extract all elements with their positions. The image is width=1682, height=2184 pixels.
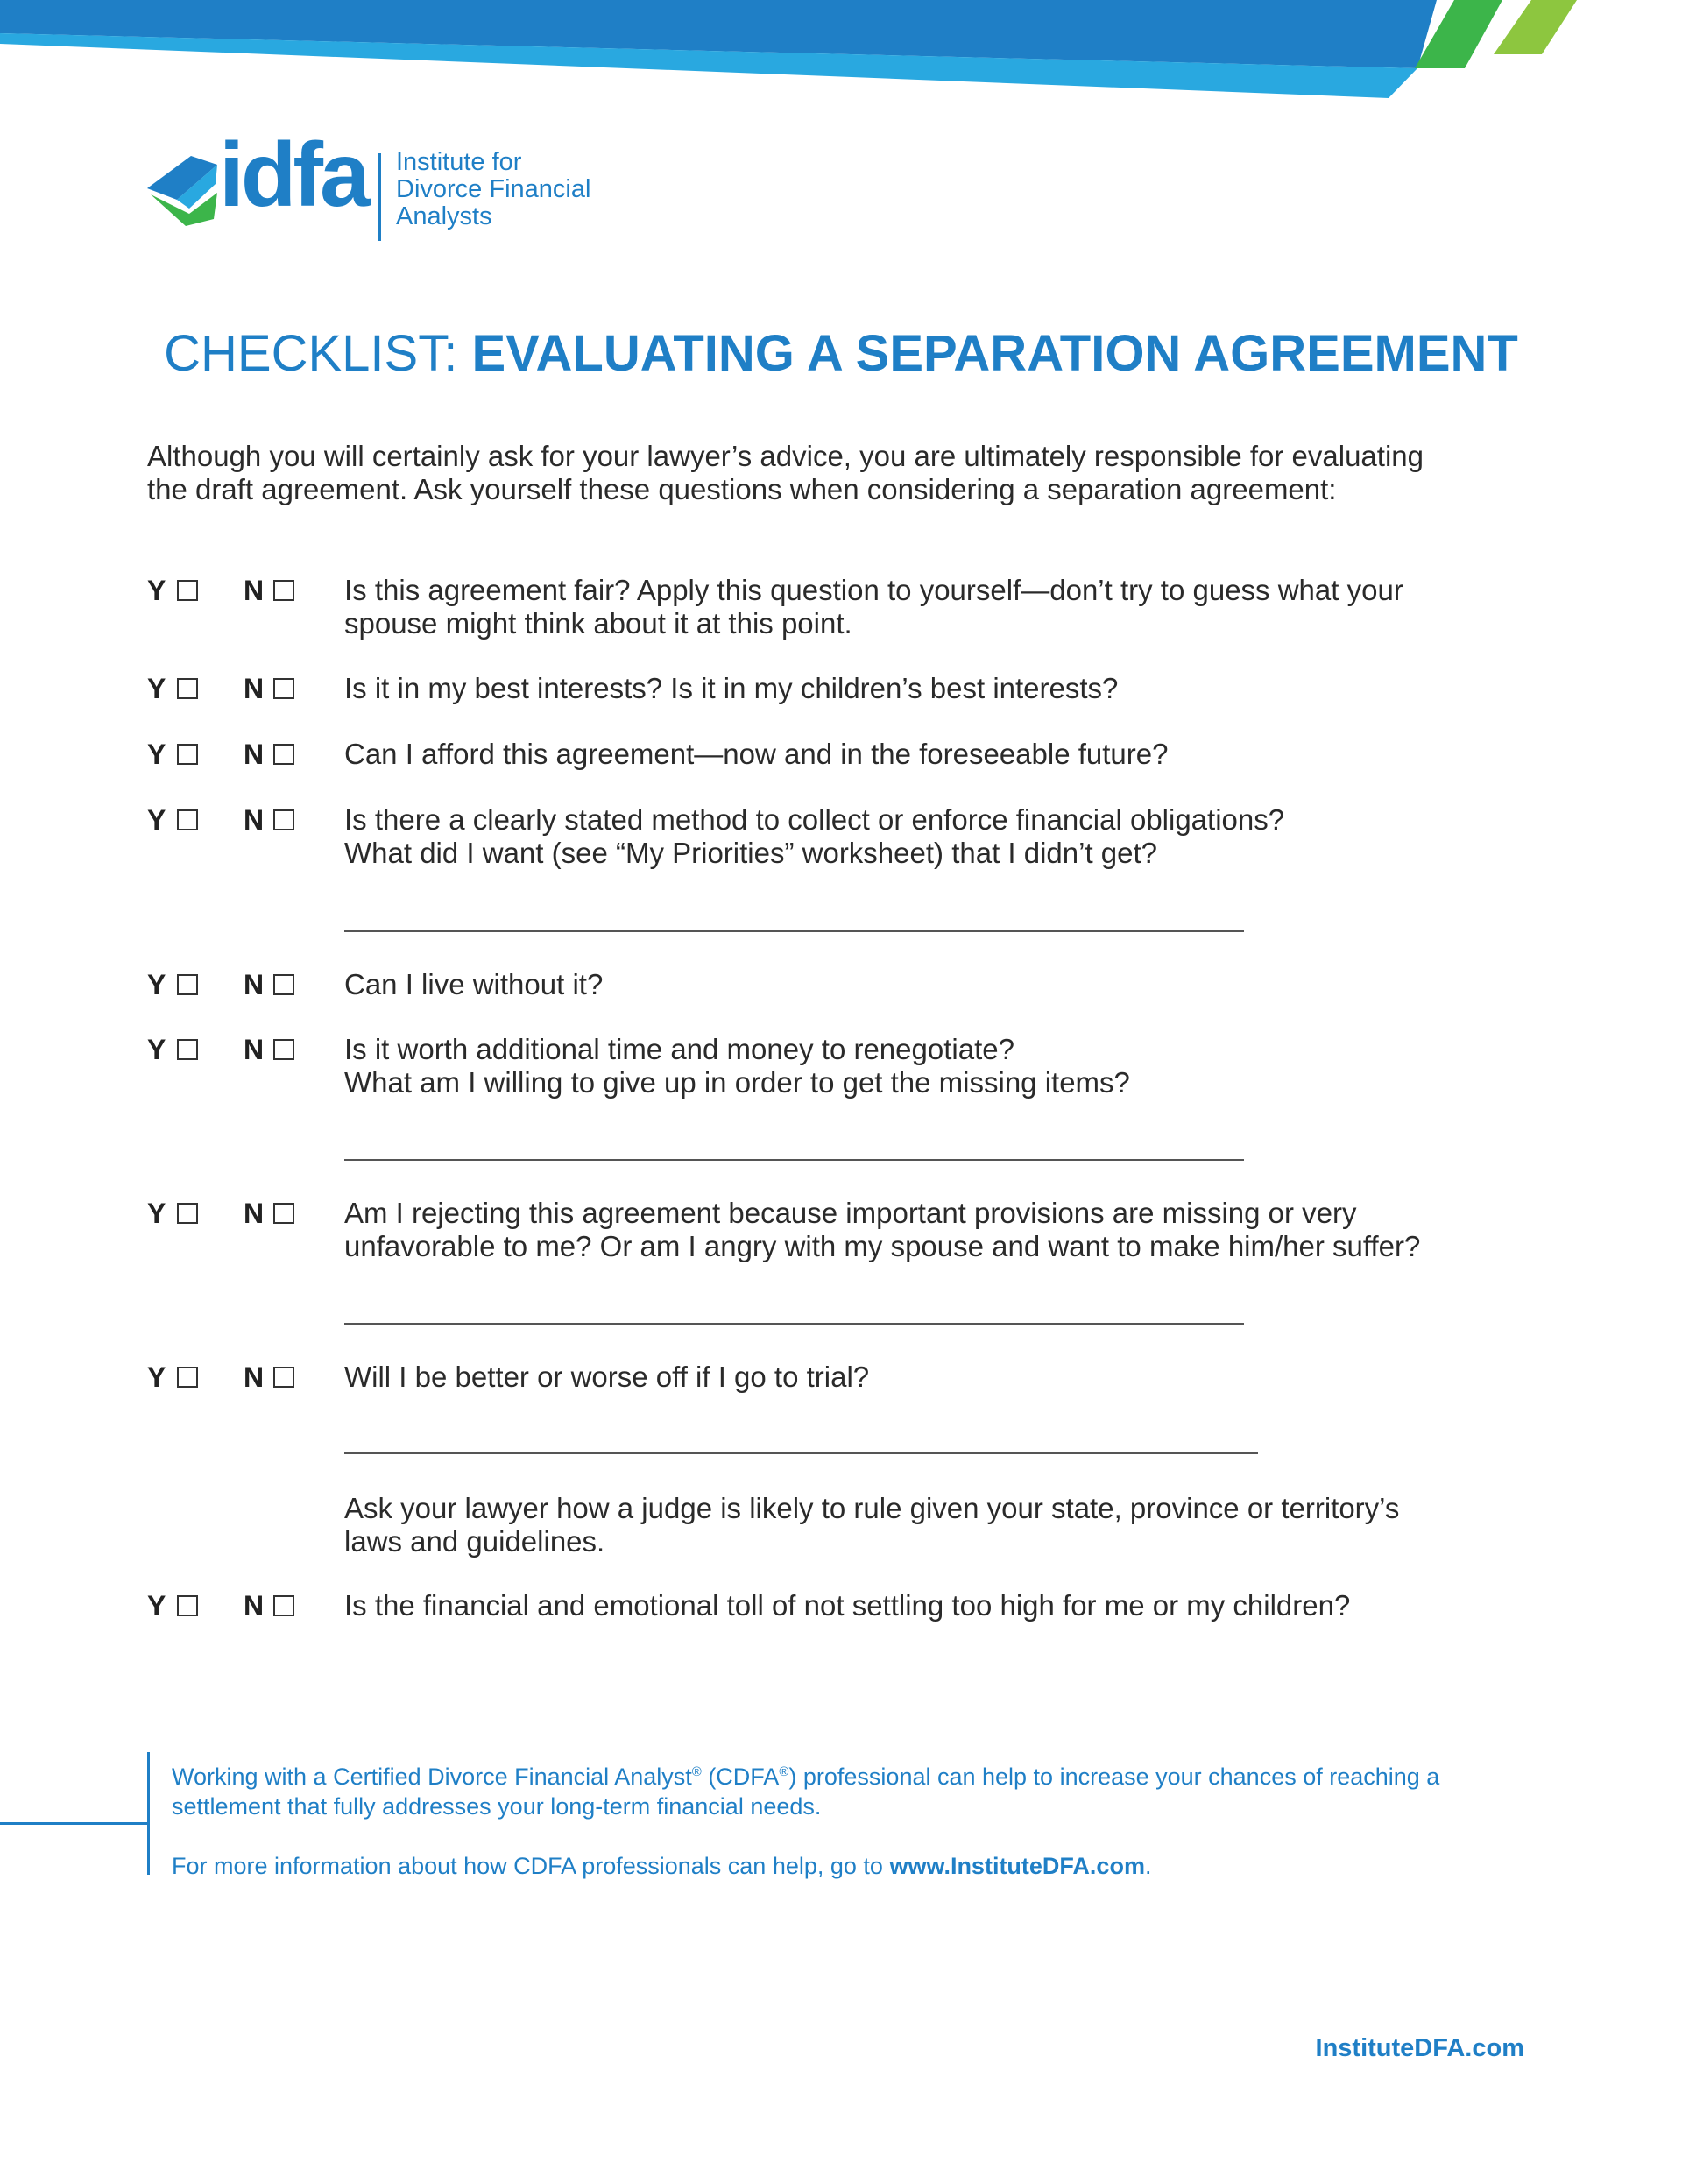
no-checkbox[interactable]: [273, 678, 294, 699]
question-text: [344, 1361, 1641, 1394]
no-checkbox[interactable]: [273, 1367, 294, 1388]
question-text: [344, 803, 1641, 870]
yes-no-choice: [147, 1033, 294, 1066]
answer-line[interactable]: [344, 930, 1244, 932]
question-text: [344, 1589, 1641, 1622]
website-link[interactable]: www.InstituteDFA.com: [889, 1853, 1145, 1879]
no-checkbox[interactable]: [273, 744, 294, 765]
page-title: [0, 324, 1682, 383]
cdfa-note: [172, 1757, 1538, 1881]
lawyer-note-line: Ask your lawyer how a judge is likely to rule given your state, province or territory’s: [344, 1492, 1400, 1524]
yes-no-choice: [147, 1361, 294, 1394]
yes-checkbox[interactable]: [177, 1595, 198, 1616]
question-line: Is the financial and emotional toll of not settling too high for me or my children?: [344, 1589, 1351, 1622]
yes-label: Y: [147, 1590, 166, 1622]
note-text: For more information about how CDFA professionals can help, go to: [172, 1853, 890, 1879]
no-checkbox[interactable]: [273, 974, 294, 995]
yes-checkbox[interactable]: [177, 1039, 198, 1060]
note-text: ) professional can help to increase your chances of reaching a: [788, 1763, 1440, 1790]
title-main: EVALUATING A SEPARATION AGREEMENT: [471, 325, 1518, 382]
yes-no-choice: [147, 968, 294, 1001]
yes-label: Y: [147, 673, 166, 704]
yes-no-choice: [147, 672, 294, 705]
note-paragraph: [172, 1851, 1538, 1881]
question-text: [344, 672, 1641, 705]
answer-line[interactable]: [344, 1452, 1258, 1454]
question-text: [344, 738, 1641, 771]
yes-no-choice: [147, 1197, 294, 1230]
yes-no-choice: [147, 1589, 294, 1622]
question-text: [344, 1197, 1641, 1263]
logo-divider: [378, 153, 381, 241]
question-text: [344, 574, 1641, 640]
registered-mark: ®: [691, 1764, 702, 1779]
answer-line[interactable]: [344, 1323, 1244, 1325]
note-text: Working with a Certified Divorce Financial Analyst: [172, 1763, 692, 1790]
yes-checkbox[interactable]: [177, 1367, 198, 1388]
answer-line[interactable]: [344, 1159, 1244, 1161]
no-label: N: [244, 1361, 265, 1393]
question-text: [344, 1033, 1641, 1099]
intro-line: Although you will certainly ask for your lawyer’s advice, you are ultimately responsible for evaluating: [147, 440, 1424, 472]
logo-org-name: [396, 149, 590, 230]
no-checkbox[interactable]: [273, 809, 294, 830]
question-text: [344, 968, 1641, 1001]
no-label: N: [244, 673, 265, 704]
no-checkbox[interactable]: [273, 1595, 294, 1616]
yes-label: Y: [147, 1361, 166, 1393]
yes-checkbox[interactable]: [177, 974, 198, 995]
yes-no-choice: [147, 803, 294, 837]
note-text: .: [1144, 1853, 1152, 1879]
title-prefix: CHECKLIST:: [164, 325, 472, 382]
no-label: N: [244, 1034, 265, 1065]
question-line: Can I afford this agreement—now and in the foreseeable future?: [344, 738, 1169, 770]
yes-checkbox[interactable]: [177, 809, 198, 830]
yes-no-choice: [147, 574, 294, 607]
question-line: Am I rejecting this agreement because important provisions are missing or very: [344, 1197, 1357, 1229]
no-label: N: [244, 575, 265, 606]
no-checkbox[interactable]: [273, 1039, 294, 1060]
yes-checkbox[interactable]: [177, 1203, 198, 1224]
no-label: N: [244, 739, 265, 770]
note-text: settlement that fully addresses your long-term financial needs.: [172, 1793, 822, 1820]
logo-line: Analysts: [396, 202, 492, 230]
yes-label: Y: [147, 804, 166, 836]
yes-checkbox[interactable]: [177, 678, 198, 699]
yes-no-choice: [147, 738, 294, 771]
yes-label: Y: [147, 1198, 166, 1229]
logo-wordmark: idfa: [219, 124, 367, 226]
header-banner: [0, 0, 1682, 105]
yes-checkbox[interactable]: [177, 580, 198, 601]
yes-label: Y: [147, 575, 166, 606]
note-paragraph: [172, 1757, 1538, 1821]
yes-label: Y: [147, 969, 166, 1000]
note-text: (CDFA: [701, 1763, 780, 1790]
yes-label: Y: [147, 1034, 166, 1065]
intro-paragraph: [147, 440, 1514, 506]
intro-line: the draft agreement. Ask yourself these questions when considering a separation agreement:: [147, 473, 1337, 505]
lawyer-note-line: laws and guidelines.: [344, 1525, 605, 1558]
question-line: Can I live without it?: [344, 968, 604, 1000]
yes-label: Y: [147, 739, 166, 770]
no-checkbox[interactable]: [273, 580, 294, 601]
no-label: N: [244, 969, 265, 1000]
yes-checkbox[interactable]: [177, 744, 198, 765]
lawyer-note: [344, 1492, 1641, 1558]
question-line: Is this agreement fair? Apply this question to yourself—don’t try to guess what your: [344, 574, 1403, 606]
question-line: Is there a clearly stated method to collect or enforce financial obligations?: [344, 803, 1285, 836]
no-checkbox[interactable]: [273, 1203, 294, 1224]
question-line: spouse might think about it at this point.: [344, 607, 852, 640]
question-line: unfavorable to me? Or am I angry with my spouse and want to make him/her suffer?: [344, 1230, 1421, 1262]
question-line: Is it worth additional time and money to renegotiate?: [344, 1033, 1014, 1065]
no-label: N: [244, 804, 265, 836]
registered-mark: ®: [779, 1764, 789, 1779]
footer-website[interactable]: InstituteDFA.com: [1315, 2034, 1524, 2062]
note-horizontal-rule: [0, 1822, 149, 1825]
logo-line: Institute for: [396, 148, 522, 176]
logo-line: Divorce Financial: [396, 175, 591, 203]
no-label: N: [244, 1198, 265, 1229]
question-line: What did I want (see “My Priorities” worksheet) that I didn’t get?: [344, 837, 1158, 869]
no-label: N: [244, 1590, 265, 1622]
question-line: What am I willing to give up in order to get the missing items?: [344, 1066, 1130, 1099]
question-line: Is it in my best interests? Is it in my children’s best interests?: [344, 672, 1119, 704]
note-vertical-rule: [147, 1752, 150, 1875]
question-line: Will I be better or worse off if I go to trial?: [344, 1361, 870, 1393]
